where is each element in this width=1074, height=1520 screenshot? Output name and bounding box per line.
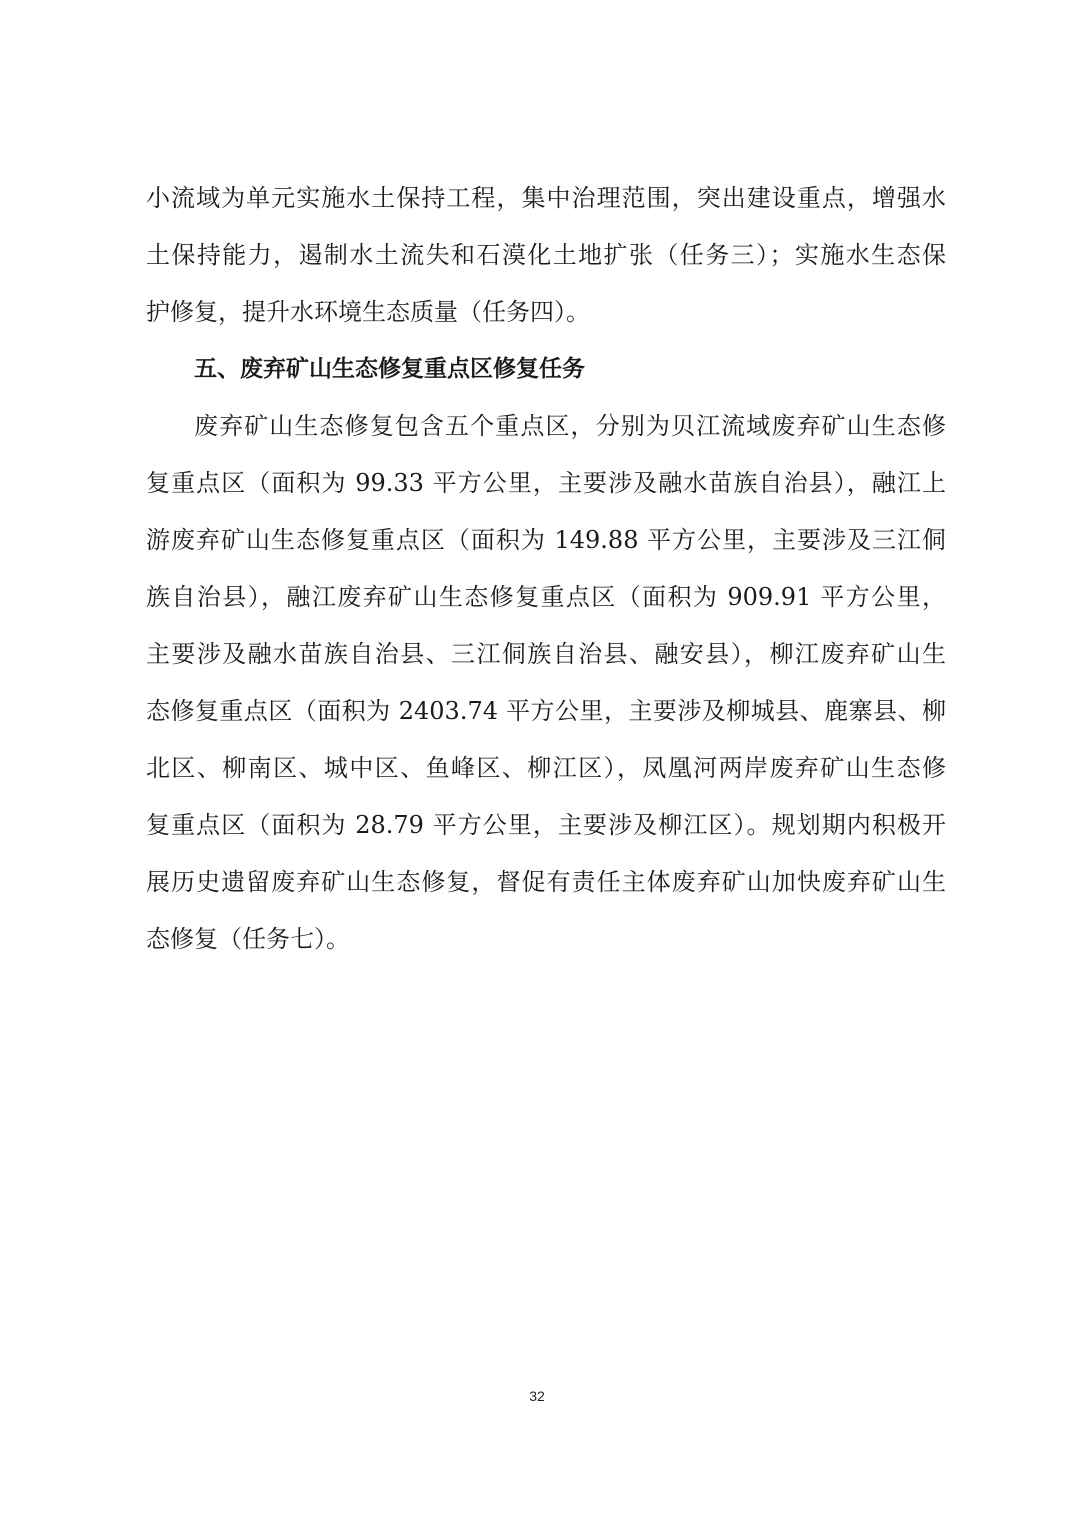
paragraph-line: 护修复，提升水环境生态质量（任务四）。: [146, 298, 590, 326]
paragraph-line: 主要涉及融水苗族自治县、三江侗族自治县、融安县），柳江废弃矿山生: [146, 640, 946, 668]
section-heading: 五、废弃矿山生态修复重点区修复任务: [194, 356, 585, 382]
paragraph-continuation: [146, 170, 946, 341]
paragraph-line: 复重点区（面积为 28.79 平方公里，主要涉及柳江区）。规划期内积极开: [146, 811, 946, 839]
paragraph-mine-restoration: [146, 398, 946, 968]
page-number: 32: [529, 1388, 545, 1404]
section-heading-block: [146, 341, 946, 398]
paragraph-line: 复重点区（面积为 99.33 平方公里，主要涉及融水苗族自治县），融江上: [146, 469, 946, 497]
paragraph-line: 族自治县），融江废弃矿山生态修复重点区（面积为 909.91 平方公里，: [146, 583, 946, 611]
paragraph-line: 态修复（任务七）。: [146, 925, 350, 953]
paragraph-line: 废弃矿山生态修复包含五个重点区，分别为贝江流域废弃矿山生态修: [194, 412, 946, 440]
paragraph-line: 土保持能力，遏制水土流失和石漠化土地扩张（任务三）；实施水生态保: [146, 241, 946, 269]
paragraph-line: 态修复重点区（面积为 2403.74 平方公里，主要涉及柳城县、鹿寨县、柳: [146, 697, 946, 725]
paragraph-line: 北区、柳南区、城中区、鱼峰区、柳江区），凤凰河两岸废弃矿山生态修: [146, 754, 946, 782]
paragraph-line: 小流域为单元实施水土保持工程，集中治理范围，突出建设重点，增强水: [146, 184, 946, 212]
paragraph-line: 游废弃矿山生态修复重点区（面积为 149.88 平方公里，主要涉及三江侗: [146, 526, 946, 554]
paragraph-line: 展历史遗留废弃矿山生态修复，督促有责任主体废弃矿山加快废弃矿山生: [146, 868, 946, 896]
